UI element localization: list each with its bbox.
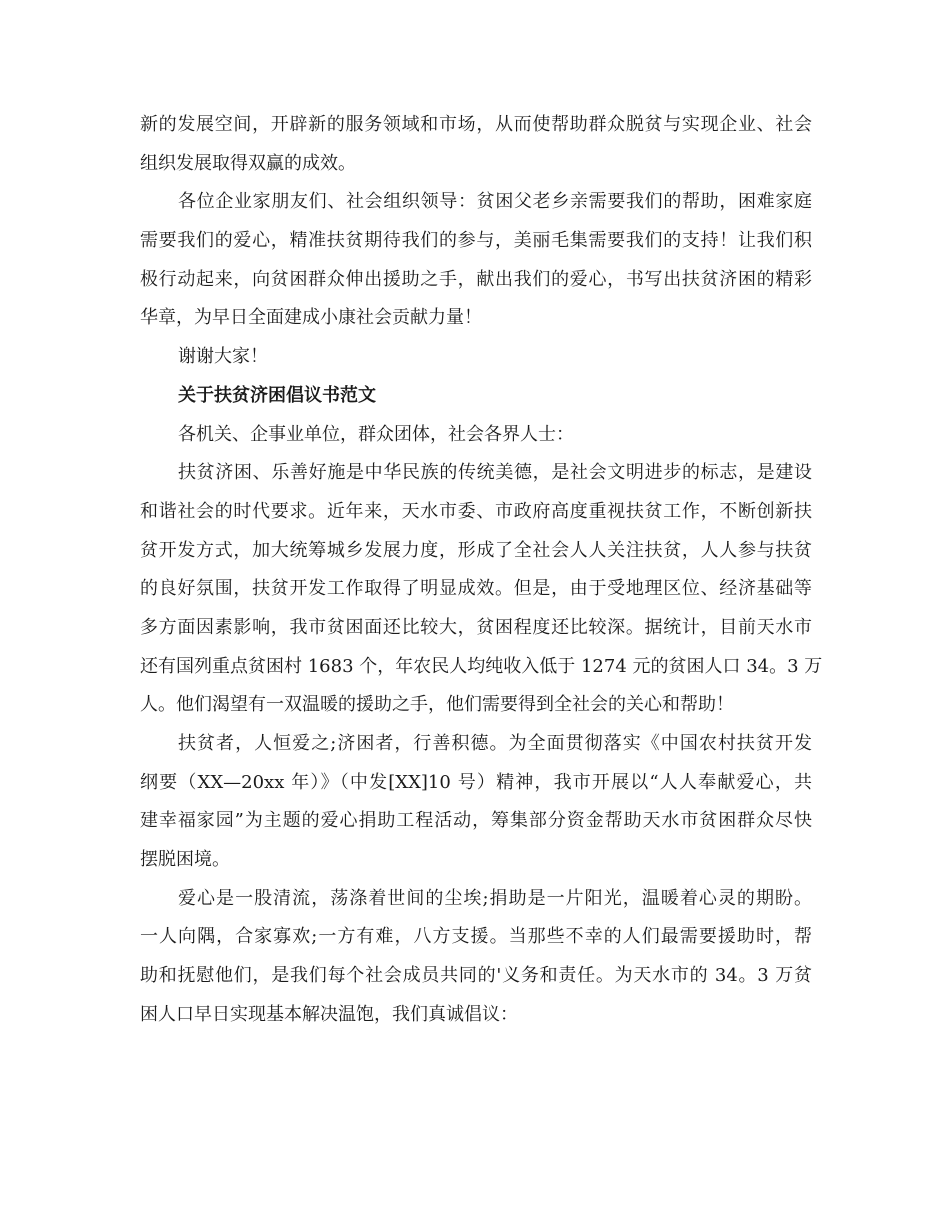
text-line: 的良好氛围，扶贫开发工作取得了明显成效。但是，由于受地理区位、经济基础等	[140, 578, 812, 600]
text-line: 还有国列重点贫困村 1683 个，年农民人均纯收入低于 1274 元的贫困人口 34。3 万	[140, 655, 823, 677]
text-line: 贫开发方式，加大统筹城乡发展力度，形成了全社会人人关注扶贫，人人参与扶贫	[140, 539, 812, 561]
text-line: 人。他们渴望有一双温暖的援助之手，他们需要得到全社会的关心和帮助！	[140, 694, 734, 716]
text-line: 组织发展取得双赢的成效。	[140, 152, 356, 174]
text-line: 新的发展空间，开辟新的服务领域和市场，从而使帮助群众脱贫与实现企业、社会	[140, 114, 812, 135]
text-line: 困人口早日实现基本解决温饱，我们真诚倡议：	[140, 1003, 518, 1025]
text-line: 极行动起来，向贫困群众伸出援助之手，献出我们的爱心，书写出扶贫济困的精彩	[140, 268, 812, 290]
document-body	[140, 106, 823, 1035]
section-heading: 关于扶贫济困倡议书范文	[178, 384, 376, 406]
text-line: 纲要（XX—20xx 年）》（中发[XX]10 号）精神，我市开展以“人人奉献爱心，共	[140, 771, 812, 793]
text-line: 和谐社会的时代要求。近年来，天水市委、市政府高度重视扶贫工作，不断创新扶	[140, 500, 812, 522]
text-line: 华章，为早日全面建成小康社会贡献力量！	[140, 307, 482, 329]
paragraph-first-line: 谢谢大家！	[178, 346, 268, 368]
paragraph-first-line: 扶贫者，人恒爱之;济困者，行善积德。为全面贯彻落实《中国农村扶贫开发	[178, 733, 812, 754]
paragraph-first-line: 扶贫济困、乐善好施是中华民族的传统美德，是社会文明进步的标志，是建设	[178, 462, 812, 484]
text-line: 多方面因素影响，我市贫困面还比较大，贫困程度还比较深。据统计，目前天水市	[140, 616, 812, 638]
text-line: 助和抚慰他们，是我们每个社会成员共同的'义务和责任。为天水市的 34。3 万贫	[140, 965, 812, 987]
text-line: 建幸福家园”为主题的爱心捐助工程活动，筹集部分资金帮助天水市贫困群众尽快	[140, 810, 812, 832]
text-line: 摆脱困境。	[140, 849, 230, 871]
text-line: 一人向隅，合家寡欢;一方有难，八方支援。当那些不幸的人们最需要援助时，帮	[140, 926, 812, 948]
paragraph-first-line: 各位企业家朋友们、社会组织领导：贫困父老乡亲需要我们的帮助，困难家庭	[178, 191, 812, 213]
salutation-line: 各机关、企事业单位，群众团体，社会各界人士：	[178, 423, 574, 445]
paragraph-first-line: 爱心是一股清流，荡涤着世间的尘埃;捐助是一片阳光，温暖着心灵的期盼。	[178, 887, 812, 909]
text-line: 需要我们的爱心，精准扶贫期待我们的参与，美丽毛集需要我们的支持！让我们积	[140, 230, 812, 252]
